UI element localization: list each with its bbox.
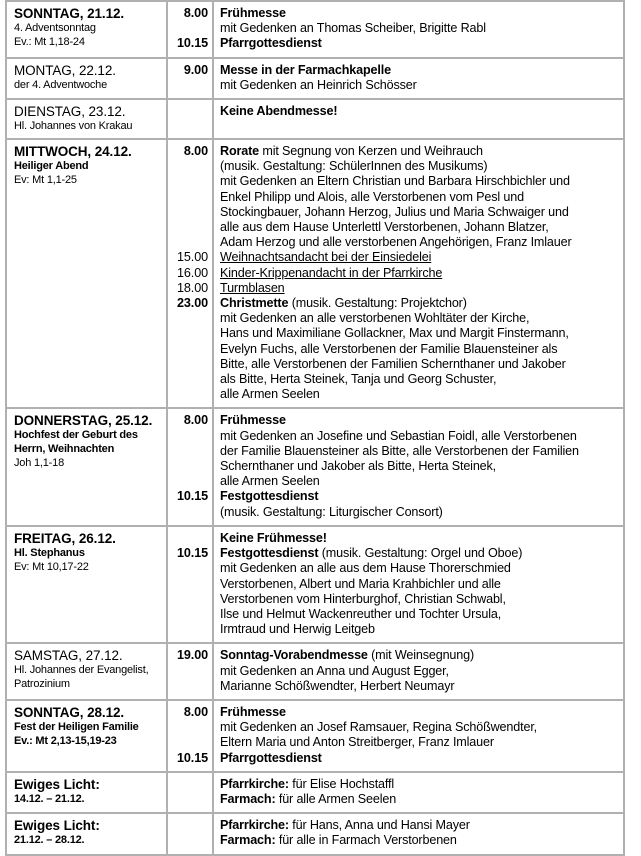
service-title: Pfarrgottesdienst (220, 750, 322, 765)
time-spacer (168, 235, 208, 250)
service-line (220, 387, 617, 402)
service-title: Pfarrkirche: (220, 818, 289, 833)
service-detail: als Bitte, Herta Steinek, Tanja und Georg Schuster, (220, 372, 497, 387)
time-cell (167, 643, 213, 700)
service-title: Pfarrkirche: (220, 776, 289, 791)
time-spacer (168, 21, 208, 36)
service-line (220, 311, 617, 326)
service-detail: der Familie Blauensteiner als Bitte, alle Verstorbenen der Familien (220, 443, 579, 458)
day-cell (6, 526, 167, 643)
service-detail: mit Gedenken an Josefine und Sebastian Foidl, alle Verstorbenen (220, 428, 577, 443)
service-detail: (mit Weinsegnung) (367, 648, 475, 663)
service-line (220, 21, 617, 36)
service-line (220, 777, 617, 792)
day-title: MITTWOCH, 24.12. (14, 144, 132, 160)
time-cell (167, 772, 213, 813)
service-line (220, 679, 617, 694)
service-detail: Ilse und Helmut Wackenreuther und Tochter Ursula, (220, 606, 502, 621)
service-detail: mit Gedenken an Anna und August Egger, (220, 663, 449, 678)
table-row (6, 99, 624, 139)
service-detail: mit Segnung von Kerzen und Weihrauch (259, 144, 483, 159)
service-detail: für alle Armen Seelen (275, 791, 397, 806)
service-time: 15.00 (176, 250, 208, 265)
time-spacer (168, 159, 208, 174)
service-line (220, 561, 617, 576)
service-detail: mit Gedenken an Thomas Scheiber, Brigitte Rabl (220, 21, 486, 36)
service-title: Keine Abendmesse! (220, 104, 338, 119)
day-subtitle: Ev.: Mt 2,13-15,19-23 (14, 734, 117, 747)
service-line (220, 833, 617, 848)
service-detail: Evelyn Fuchs, alle Verstorbenen der Familie Blauensteiner als (220, 341, 558, 356)
service-line (220, 190, 617, 205)
description-cell (213, 139, 624, 408)
time-spacer (168, 326, 208, 341)
time-spacer (168, 174, 208, 189)
time-cell (167, 813, 213, 854)
service-line (220, 104, 617, 119)
table-row (6, 58, 624, 99)
service-line (220, 792, 617, 807)
time-spacer (168, 679, 208, 694)
service-detail: mit Gedenken an Eltern Christian und Barbara Hirschbichler und (220, 174, 570, 189)
description-cell (213, 1, 624, 58)
service-line (220, 281, 617, 296)
service-detail: für Elise Hochstaffl (288, 776, 395, 791)
time-spacer (168, 622, 208, 637)
time-spacer (168, 505, 208, 520)
service-line (220, 818, 617, 833)
service-title: Festgottesdienst (220, 489, 319, 504)
service-title: Pfarrgottesdienst (220, 36, 322, 51)
description-cell (213, 700, 624, 772)
time-cell (167, 1, 213, 58)
time-spacer (168, 429, 208, 444)
time-spacer (168, 592, 208, 607)
day-title: Ewiges Licht: (14, 818, 100, 834)
description-cell (213, 813, 624, 854)
service-detail: Eltern Maria und Anton Streitberger, Franz Imlauer (220, 735, 494, 750)
service-detail: Irmtraud und Herwig Leitgeb (220, 622, 375, 637)
service-line (220, 751, 617, 766)
day-cell (6, 700, 167, 772)
service-detail: Stockingbauer, Johann Herzog, Julius und Maria Schwaiger und (220, 204, 569, 219)
service-line (220, 296, 617, 311)
day-subtitle: Patrozinium (14, 678, 70, 691)
time-spacer (168, 777, 208, 792)
service-line (220, 592, 617, 607)
service-time: 23.00 (176, 296, 208, 311)
service-title: Frühmesse (220, 6, 286, 20)
service-time: 9.00 (183, 62, 208, 77)
service-line (220, 36, 617, 51)
service-title: Keine Frühmesse! (220, 530, 327, 545)
time-spacer (168, 104, 208, 119)
service-title: Farmach: (220, 833, 276, 848)
service-detail: für alle in Farmach Verstorbenen (275, 833, 457, 848)
table-row (6, 408, 624, 525)
service-detail: alle Armen Seelen (220, 474, 320, 489)
time-cell (167, 700, 213, 772)
table-row (6, 700, 624, 772)
day-cell (6, 99, 167, 139)
service-detail: (musik. Gestaltung: Projektchor) (288, 296, 467, 311)
time-cell (167, 58, 213, 99)
day-cell (6, 813, 167, 854)
service-line (220, 489, 617, 504)
service-line (220, 413, 617, 428)
time-spacer (168, 205, 208, 220)
service-line (220, 429, 617, 444)
service-line (220, 720, 617, 735)
service-line (220, 159, 617, 174)
table-row (6, 526, 624, 643)
description-cell (213, 772, 624, 813)
service-detail: (musik. Gestaltung: SchülerInnen des Musikums) (220, 159, 488, 174)
service-time: 10.15 (176, 36, 208, 51)
day-subtitle: Hl. Johannes der Evangelist, (14, 664, 149, 677)
service-detail: Adam Herzog und alle verstorbenen Angehörigen, Franz Imlauer (220, 235, 572, 250)
table-row (6, 772, 624, 813)
time-spacer (168, 474, 208, 489)
service-time: 10.15 (176, 546, 208, 561)
time-spacer (168, 387, 208, 402)
day-title: SONNTAG, 21.12. (14, 6, 125, 21)
service-detail: mit Gedenken an alle aus dem Hause Thorerschmied (220, 561, 511, 576)
service-time: 10.15 (176, 489, 208, 504)
day-cell (6, 772, 167, 813)
service-title: Christmette (220, 296, 289, 311)
time-spacer (168, 190, 208, 205)
description-cell (213, 526, 624, 643)
table-row (6, 1, 624, 58)
day-subtitle: Hl. Johannes von Krakau (14, 120, 133, 133)
day-subtitle: der 4. Adventwoche (14, 78, 108, 91)
time-spacer (168, 531, 208, 546)
day-subtitle: Herrn, Weihnachten (14, 443, 115, 456)
table-row (6, 139, 624, 408)
service-title: Sonntag-Vorabendmesse (220, 648, 368, 663)
day-cell (6, 408, 167, 525)
time-spacer (168, 561, 208, 576)
time-spacer (168, 833, 208, 848)
service-line (220, 505, 617, 520)
day-subtitle: Ev.: Mt 1,18-24 (14, 36, 85, 48)
time-cell (167, 408, 213, 525)
service-time: 19.00 (176, 648, 208, 663)
service-line (220, 144, 617, 159)
service-line (220, 326, 617, 341)
day-title: DONNERSTAG, 25.12. (14, 413, 153, 429)
service-title: Farmach: (220, 791, 276, 806)
day-title: FREITAG, 26.12. (14, 530, 116, 546)
service-title: Frühmesse (220, 704, 286, 719)
day-subtitle: 4. Adventsonntag (14, 22, 96, 34)
service-detail: Verstorbenen vom Hinterburghof, Christian Schwabl, (220, 591, 506, 606)
service-line (220, 664, 617, 679)
description-cell (213, 408, 624, 525)
table-row (6, 643, 624, 700)
day-subtitle: Ev: Mt 1,1-25 (14, 174, 77, 187)
time-spacer (168, 342, 208, 357)
service-detail: Kinder-Krippenandacht in der Pfarrkirche (220, 265, 443, 280)
table-row (6, 813, 624, 854)
service-line (220, 546, 617, 561)
service-line (220, 607, 617, 622)
service-detail: alle aus dem Hause Unterlettl Verstorbenen, Johann Blatzer, (220, 220, 549, 235)
day-subtitle: 14.12. – 21.12. (14, 792, 85, 805)
day-title: DIENSTAG, 23.12. (14, 104, 126, 120)
time-cell (167, 139, 213, 408)
service-detail: (musik. Gestaltung: Liturgischer Consort) (220, 504, 443, 519)
service-line (220, 78, 617, 93)
day-title: SONNTAG, 28.12. (14, 704, 125, 720)
service-detail: Hans und Maximiliane Gollackner, Max und Margit Finstermann, (220, 326, 569, 341)
day-subtitle: Ev: Mt 10,17-22 (14, 560, 89, 573)
service-detail: mit Gedenken an Heinrich Schösser (220, 77, 417, 92)
day-title: Ewiges Licht: (14, 776, 100, 792)
service-detail: Verstorbenen, Albert und Maria Krahbichler und alle (220, 576, 501, 591)
time-spacer (168, 607, 208, 622)
time-cell (167, 526, 213, 643)
description-cell (213, 58, 624, 99)
service-title: Messe in der Farmachkapelle (220, 62, 391, 77)
service-line (220, 220, 617, 235)
service-line (220, 648, 617, 663)
time-spacer (168, 372, 208, 387)
service-time: 8.00 (183, 413, 208, 428)
service-time: 16.00 (176, 265, 208, 280)
service-line (220, 250, 617, 265)
service-line (220, 235, 617, 250)
time-spacer (168, 78, 208, 93)
time-spacer (168, 720, 208, 735)
service-time: 8.00 (183, 6, 208, 20)
day-subtitle: Hochfest der Geburt des (14, 429, 138, 442)
mass-schedule-table (5, 0, 625, 856)
description-cell (213, 99, 624, 139)
day-title: SAMSTAG, 27.12. (14, 648, 123, 664)
day-subtitle: 21.12. – 28.12. (14, 834, 85, 847)
service-title: Frühmesse (220, 413, 286, 428)
time-spacer (168, 664, 208, 679)
service-detail: Turmblasen (220, 280, 285, 295)
service-line (220, 266, 617, 281)
time-spacer (168, 818, 208, 833)
time-spacer (168, 459, 208, 474)
service-title: Festgottesdienst (220, 546, 319, 561)
service-line (220, 735, 617, 750)
service-line (220, 577, 617, 592)
time-spacer (168, 735, 208, 750)
service-line (220, 205, 617, 220)
day-cell (6, 139, 167, 408)
service-line (220, 174, 617, 189)
service-line (220, 531, 617, 546)
day-cell (6, 1, 167, 58)
service-detail: (musik. Gestaltung: Orgel und Oboe) (318, 546, 523, 561)
service-line (220, 444, 617, 459)
service-line (220, 6, 617, 21)
time-spacer (168, 357, 208, 372)
day-title: MONTAG, 22.12. (14, 62, 116, 78)
service-time: 10.15 (176, 750, 208, 765)
service-detail: für Hans, Anna und Hansi Mayer (288, 818, 470, 833)
time-spacer (168, 577, 208, 592)
service-detail: Enkel Philipp und Alois, alle Verstorbenen vom Pesl und (220, 189, 524, 204)
day-cell (6, 58, 167, 99)
service-time: 8.00 (183, 144, 208, 159)
day-subtitle: Fest der Heiligen Familie (14, 720, 139, 733)
service-time: 18.00 (176, 280, 208, 295)
day-cell (6, 643, 167, 700)
service-line (220, 705, 617, 720)
service-detail: mit Gedenken an Josef Ramsauer, Regina Schößwendter, (220, 720, 538, 735)
description-cell (213, 643, 624, 700)
service-detail: mit Gedenken an alle verstorbenen Wohltäter der Kirche, (220, 311, 530, 326)
time-spacer (168, 311, 208, 326)
service-title: Rorate (220, 144, 259, 159)
service-time: 8.00 (183, 704, 208, 719)
day-subtitle: Hl. Stephanus (14, 546, 85, 559)
service-detail: Bitte, alle Verstorbenen der Familien Schernthaner und Jakober (220, 356, 566, 371)
service-line (220, 372, 617, 387)
service-line (220, 622, 617, 637)
service-line (220, 474, 617, 489)
service-line (220, 459, 617, 474)
time-spacer (168, 444, 208, 459)
service-line (220, 63, 617, 78)
service-detail: Weihnachtsandacht bei der Einsiedelei (220, 250, 432, 265)
service-line (220, 357, 617, 372)
day-subtitle: Heiliger Abend (14, 160, 89, 173)
day-subtitle: Joh 1,1-18 (14, 457, 64, 470)
time-cell (167, 99, 213, 139)
service-detail: alle Armen Seelen (220, 387, 320, 402)
service-line (220, 342, 617, 357)
service-detail: Schernthaner und Jakober als Bitte, Herta Steinek, (220, 459, 497, 474)
service-detail: Marianne Schößwendter, Herbert Neumayr (220, 678, 455, 693)
time-spacer (168, 220, 208, 235)
time-spacer (168, 792, 208, 807)
